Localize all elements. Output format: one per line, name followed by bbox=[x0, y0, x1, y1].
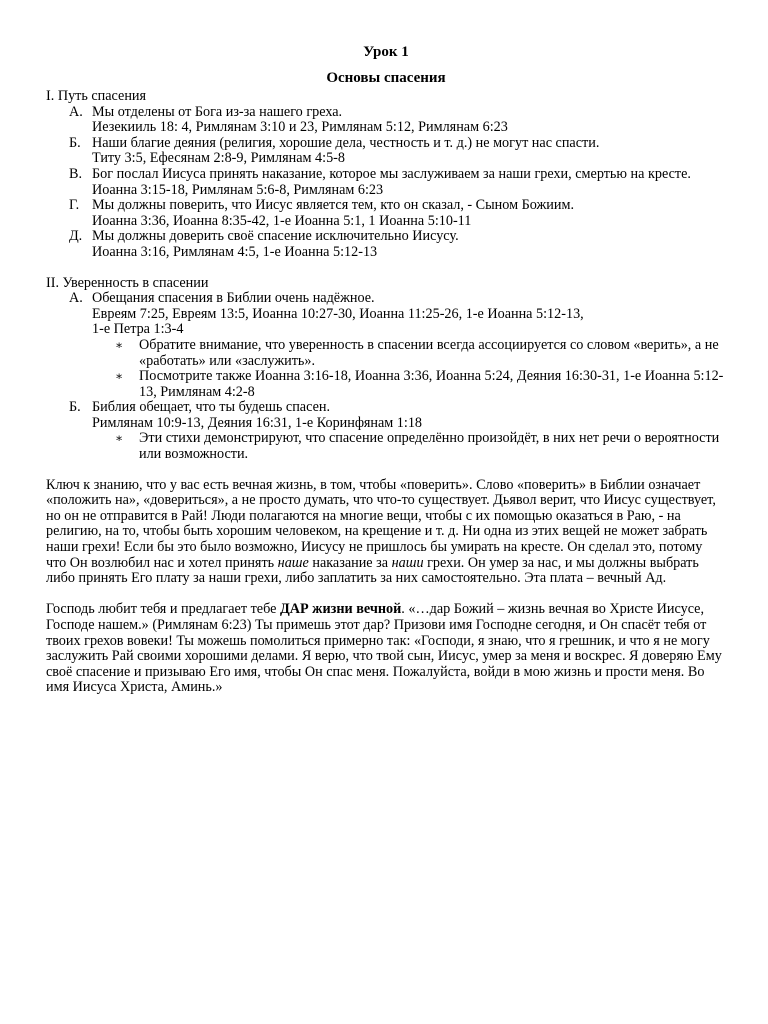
paragraph-text: Господь любит тебя и предлагает тебе bbox=[46, 601, 280, 618]
bullet-list bbox=[46, 338, 726, 400]
outline-item bbox=[46, 198, 726, 229]
section-way-of-salvation bbox=[46, 89, 726, 261]
lesson-subtitle: Основы спасения bbox=[326, 70, 446, 86]
item-text: Мы должны поверить, что Иисус является тем, кто он сказал, - Сыном Божиим. bbox=[92, 197, 575, 214]
outline-item bbox=[46, 229, 726, 260]
item-references: Римлянам 10:9-13, Деяния 16:31, 1-е Коринфянам 1:18 bbox=[92, 414, 423, 431]
bullet-item bbox=[46, 338, 726, 369]
paragraph-text: . «…дар Божий – жизнь вечная во Христе Иисусе, Господе нашем.» (Римлянам 6:23) Ты примешь этот дар? Призови имя Господне сегодня, и Он спасёт тебя от твоих грехов вовеки! Ты можешь помолиться примерно так: «Господи, я знаю, что я грешник, и что я не могу заслужить Рай своими хорошими делами. Я верю, что твой сын, Иисус, умер за меня и воскрес. Я доверяю Ему своё спасение и призываю Его имя, чтобы Он спас меня. Пожалуйста, войди в мою жизнь и прости меня. Во имя Иисуса Христа, Аминь.» bbox=[46, 601, 722, 696]
bold-text: ДАР жизни вечной bbox=[279, 601, 402, 618]
item-letter: В. bbox=[69, 165, 83, 182]
paragraph-text: наказание за bbox=[308, 554, 392, 571]
item-letter: А. bbox=[69, 103, 83, 120]
outline-item bbox=[46, 136, 726, 167]
item-references: Иоанна 3:36, Иоанна 8:35-42, 1-е Иоанна 5:1, 1 Иоанна 5:10-11 bbox=[92, 212, 472, 229]
paragraph-gift bbox=[46, 602, 726, 696]
outline-item bbox=[46, 291, 726, 338]
outline-item bbox=[46, 105, 726, 136]
item-letter: Б. bbox=[69, 399, 81, 416]
item-references: 1-е Петра 1:3-4 bbox=[92, 321, 184, 338]
item-text: Обещания спасения в Библии очень надёжное. bbox=[92, 290, 375, 307]
item-letter: А. bbox=[69, 290, 83, 307]
item-references: Иоанна 3:15-18, Римлянам 5:6-8, Римлянам 6:23 bbox=[92, 181, 384, 198]
document-page bbox=[46, 43, 726, 712]
item-references: Титу 3:5, Ефесянам 2:8-9, Римлянам 4:5-8 bbox=[92, 150, 345, 167]
item-letter: Б. bbox=[69, 134, 81, 151]
item-text: Наши благие деяния (религия, хорошие дела, честность и т. д.) не могут нас спасти. bbox=[92, 134, 600, 151]
paragraph-belief bbox=[46, 478, 726, 587]
item-letter: Д. bbox=[69, 228, 83, 245]
bullet-list bbox=[46, 431, 726, 462]
paragraph-text: грехи. Он умер за нас, и мы должны выбрать либо принять Его плату за наши грехи, либо заплатить за них самостоятельно. Эта плата – вечный Ад. bbox=[46, 554, 699, 587]
bullet-item bbox=[46, 369, 726, 400]
bullet-item bbox=[46, 431, 726, 462]
item-references: Иезекииль 18: 4, Римлянам 3:10 и 23, Римлянам 5:12, Римлянам 6:23 bbox=[92, 119, 508, 136]
emphasis-text: наши bbox=[391, 554, 424, 571]
item-references: Иоанна 3:16, Римлянам 4:5, 1-е Иоанна 5:12-13 bbox=[92, 243, 378, 260]
bullet-text: Эти стихи демонстрируют, что спасение определённо произойдёт, в них нет речи о вероятности или возможности. bbox=[139, 430, 720, 463]
bullet-star-icon: ∗ bbox=[115, 337, 124, 352]
item-references: Евреям 7:25, Евреям 13:5, Иоанна 10:27-30, Иоанна 11:25-26, 1-е Иоанна 5:12-13, bbox=[92, 305, 584, 322]
item-text: Библия обещает, что ты будешь спасен. bbox=[92, 399, 331, 416]
bullet-text: Обратите внимание, что уверенность в спасении всегда ассоциируется со словом «верить», а не «работать» или «заслужить». bbox=[139, 336, 719, 369]
item-text: Мы отделены от Бога из-за нашего греха. bbox=[92, 103, 343, 120]
paragraph-text: Ключ к знанию, что у вас есть вечная жизнь, в том, чтобы «поверить». Слово «поверить» в Библии означает «положить на», «довериться», а не просто думать, что что-то существует. Дьявол верит, что Иисус существует, но он не отправится в Рай! Люди полагаются на многие вещи, чтобы с их помощью оказаться в Раю, - на религию, на то, чтобы быть хорошим человеком, на крещение и т. д. Ни одна из этих вещей не может забрать наши грехи! Если бы это было возможно, Иисусу не пришлось бы умирать на кресте. Он сделал это, потому что Он возлюбил нас и хотел принять bbox=[46, 476, 716, 571]
item-text: Бог послал Иисуса принять наказание, которое мы заслуживаем за наши грехи, смертью на кресте. bbox=[92, 165, 691, 182]
section-heading: II. Уверенность в спасении bbox=[46, 274, 209, 291]
section-assurance bbox=[46, 276, 726, 463]
item-letter: Г. bbox=[69, 197, 80, 214]
outline-item bbox=[46, 400, 726, 431]
section1-items bbox=[46, 105, 726, 261]
outline-item bbox=[46, 167, 726, 198]
lesson-title: Урок 1 bbox=[363, 44, 409, 60]
section-heading: I. Путь спасения bbox=[46, 88, 147, 104]
emphasis-text: наше bbox=[277, 554, 309, 571]
bullet-text: Посмотрите также Иоанна 3:16-18, Иоанна 3:36, Иоанна 5:24, Деяния 16:30-31, 1-е Иоанна 5:12-13, Римлянам 4:2-8 bbox=[139, 368, 724, 400]
bullet-star-icon: ∗ bbox=[115, 369, 124, 384]
item-text: Мы должны доверить своё спасение исключительно Иисусу. bbox=[92, 228, 459, 245]
bullet-star-icon: ∗ bbox=[115, 431, 124, 446]
